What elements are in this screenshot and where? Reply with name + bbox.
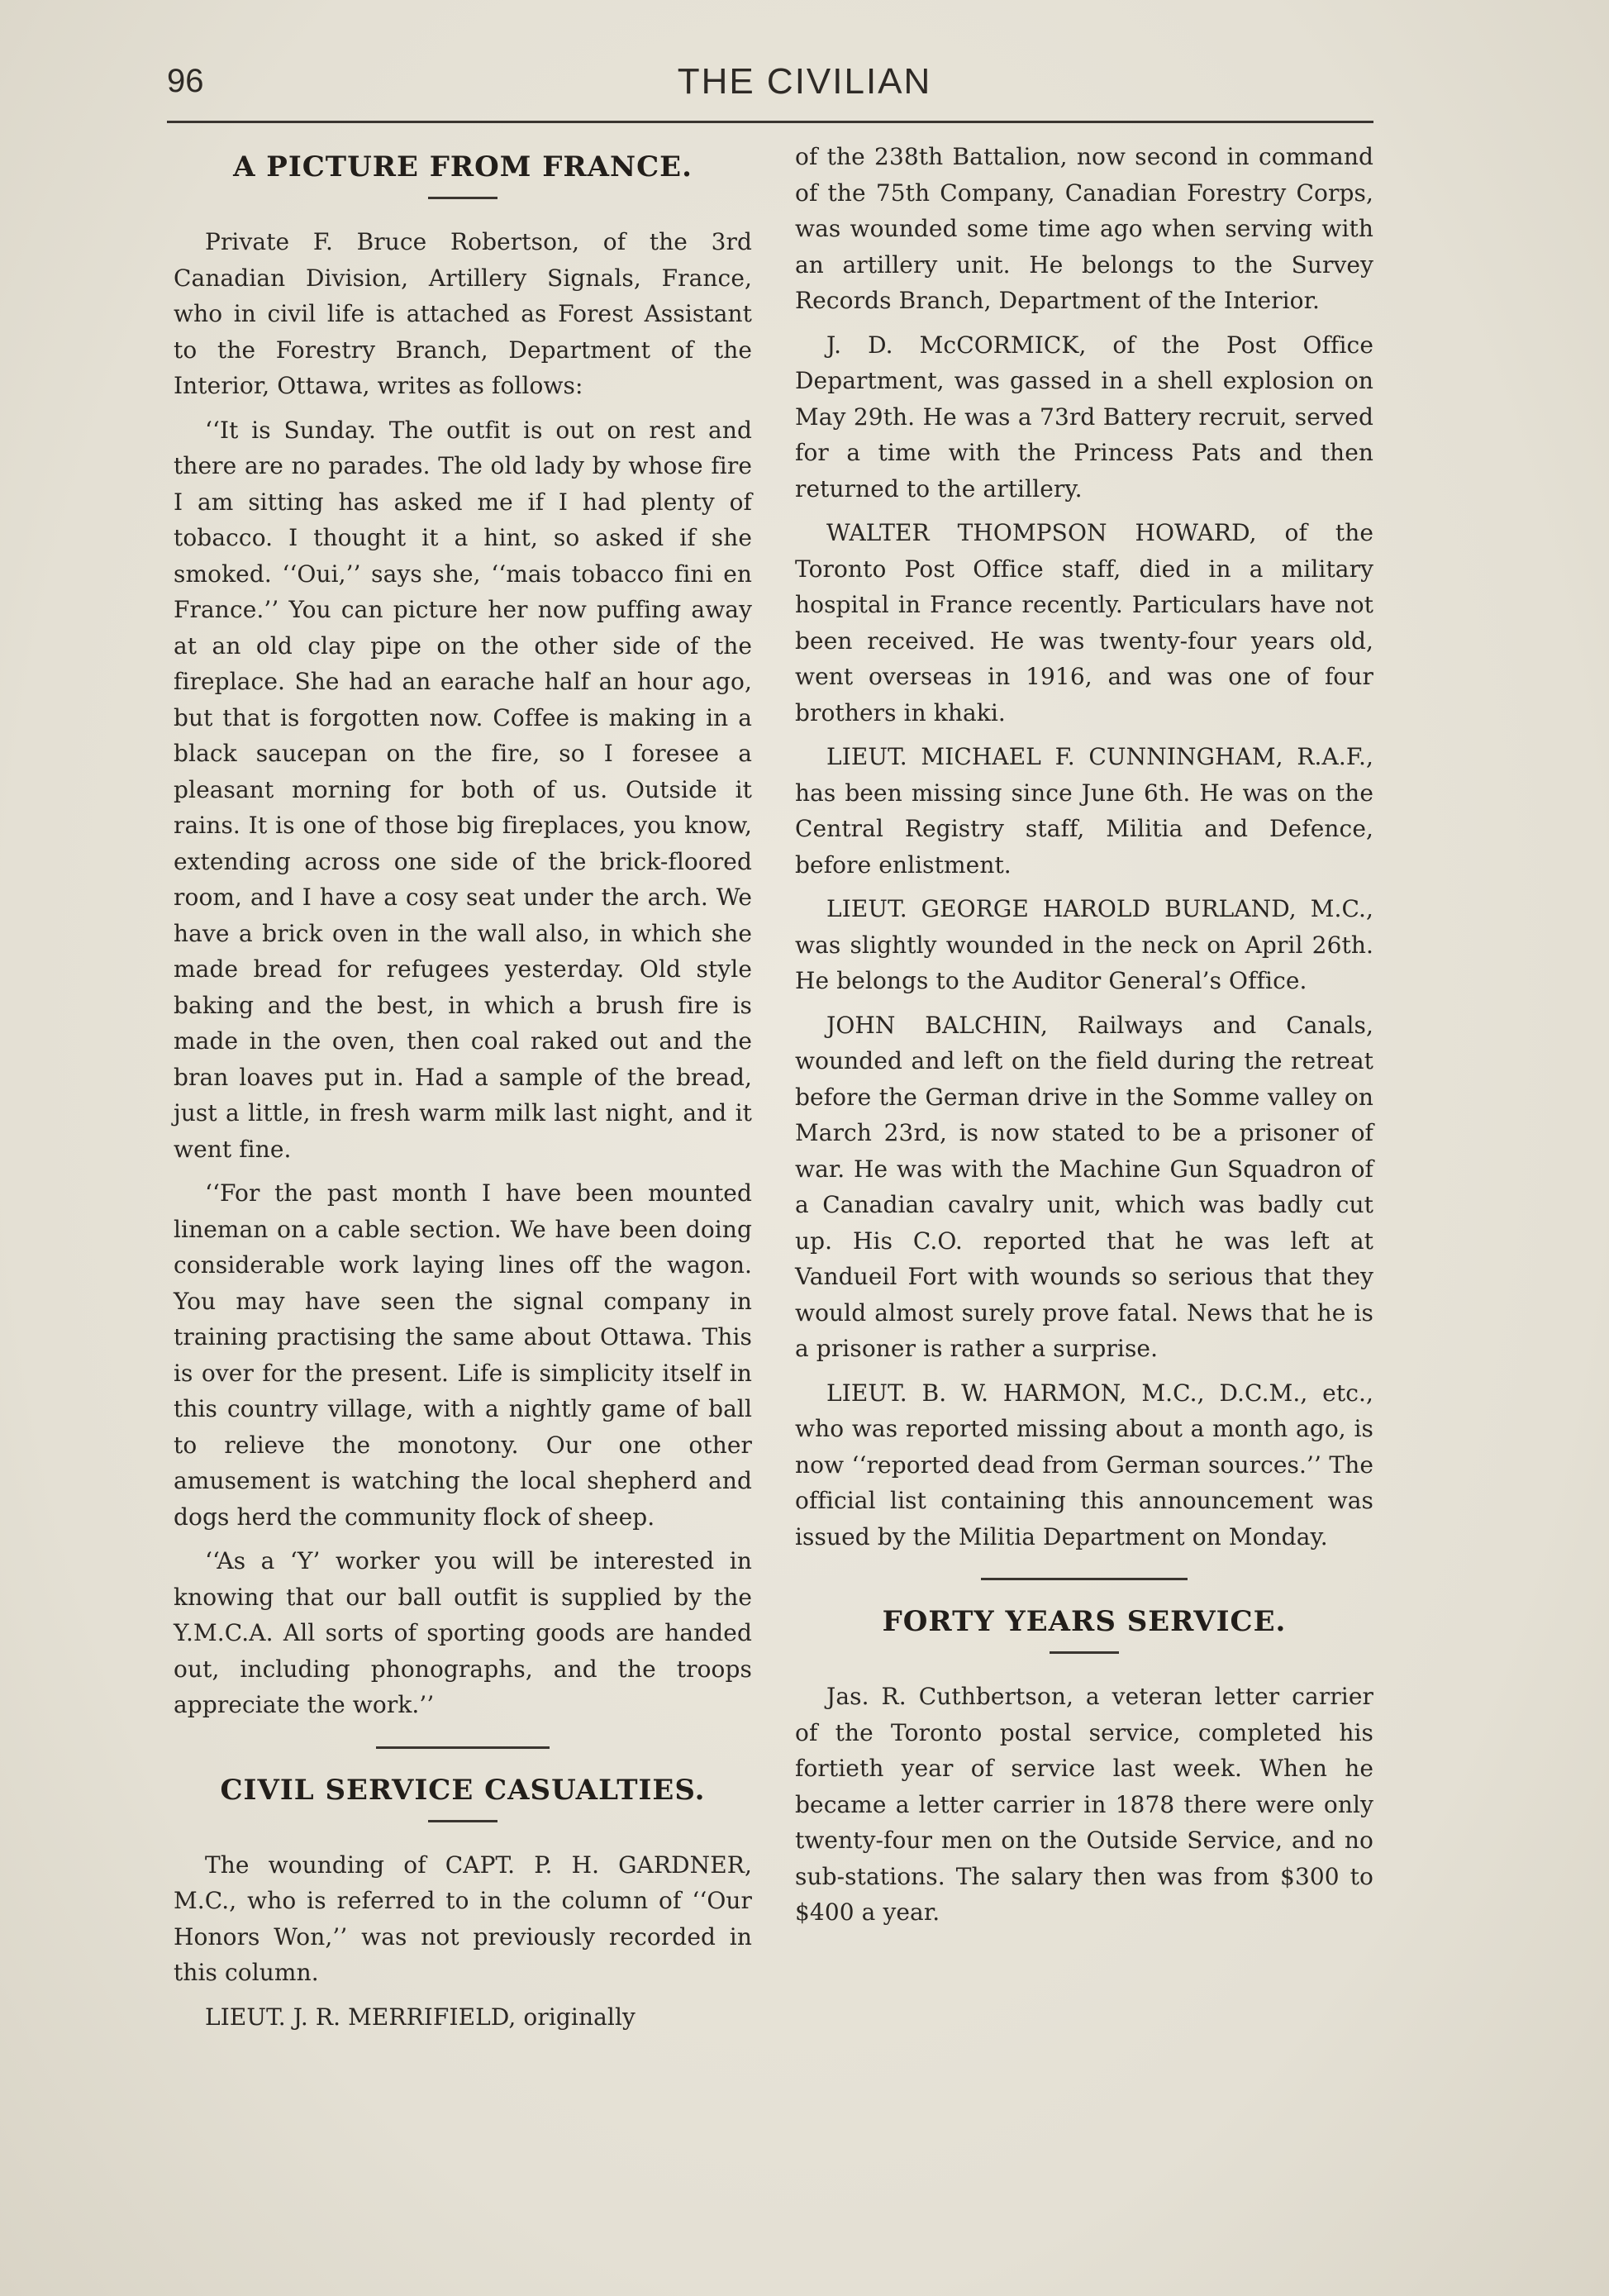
article-paragraph: LIEUT. B. W. HARMON, M.C., D.C.M., etc., who was reported missing about a month ago, is now ‘‘reported dead from German sources.’’ The official list containing this announcement was issued by the Militia Department on Monday. xyxy=(795,1379,1373,1551)
article-paragraph: Private F. Bruce Robertson, of the 3rd Canadian Division, Artillery Signals, France, who in civil life is attached as Forest Assistant to the Forestry Branch, Department of the Interior, Ottawa, writes as follows: xyxy=(174,228,752,399)
article-paragraph: ‘‘It is Sunday. The outfit is out on rest and there are no parades. The old lady by whose fire I am sitting has asked me if I had plenty of tobacco. I thought it a hint, so asked if she smoked. ‘‘Oui,’’ says she, ‘‘mais tobacco fini en France.’’ You can picture her now puffing away at an old clay pipe on the other side of the fireplace. She had an earache half an hour ago, but that is forgotten now. Coffee is making in a black saucepan on the fire, so I foresee a pleasant morning for both of us. Outside it rains. It is one of those big fireplaces, you know, extending across one side of the brick-floored room, and I have a cosy seat under the arch. We have a brick oven in the wall also, in which she made bread for refugees yesterday. Old style baking and the best, in which a brush fire is made in the oven, then coal raked out and the bran loaves put in. Had a sample of the bread, just a little, in fresh warm milk last night, and it went fine. xyxy=(174,416,752,1163)
article-forty-years-service xyxy=(795,1605,1373,1931)
article-paragraph: WALTER THOMPSON HOWARD, of the Toronto Post Office staff, died in a military hospital in France recently. Particulars have not been received. He was twenty-four years old, went overseas in 1916, and was one of four brothers in khaki. xyxy=(795,519,1373,726)
article-paragraph: LIEUT. GEORGE HAROLD BURLAND, M.C., was slightly wounded in the neck on April 26th. He belongs to the Auditor General’s Office. xyxy=(795,895,1373,994)
article-heading: FORTY YEARS SERVICE. xyxy=(882,1605,1287,1638)
article-paragraph: JOHN BALCHIN, Railways and Canals, wounded and left on the field during the retreat before the German drive in the Somme valley on March 23rd, is now stated to be a prisoner of war. He was with the Machine Gun Squadron of a Canadian cavalry unit, which was badly cut up. His C.O. reported that he was left at Vandueil Fort with wounds so serious that they would almost surely prove fatal. News that he is a prisoner is rather a surprise. xyxy=(795,1011,1373,1362)
article-casualties-continued xyxy=(795,139,1373,1555)
article-paragraph: J. D. McCORMICK, of the Post Office Department, was gassed in a shell explosion on May 29th. He was a 73rd Battery recruit, served for a time with the Princess Pats and then returned to the artillery. xyxy=(795,331,1373,503)
article-civil-service-casualties xyxy=(174,1774,752,2036)
page-number: 96 xyxy=(167,63,204,99)
heading-rule xyxy=(428,197,497,199)
header-rule xyxy=(167,121,1373,123)
article-paragraph: of the 238th Battalion, now second in command of the 75th Company, Canadian Forestry Corps, was wounded some time ago when serving with an artillery unit. He belongs to the Survey Records Branch, Department of the Interior. xyxy=(795,143,1373,314)
section-divider xyxy=(981,1578,1188,1580)
page-header xyxy=(0,0,1609,132)
article-heading: CIVIL SERVICE CASUALTIES. xyxy=(220,1773,706,1807)
right-column xyxy=(795,139,1373,1939)
heading-rule xyxy=(1050,1651,1119,1654)
article-paragraph: ‘‘For the past month I have been mounted lineman on a cable section. We have been doing considerable work laying lines off the wagon. You may have seen the signal company in training practising the same about Ottawa. This is over for the present. Life is simplicity itself in this country village, with a nightly game of ball to relieve the monotony. Our one other amusement is watching the local shepherd and dogs herd the community flock of sheep. xyxy=(174,1179,752,1531)
article-paragraph: ‘‘As a ‘Y’ worker you will be interested in knowing that our ball outfit is supplied by the Y.M.C.A. All sorts of sporting goods are handed out, including phonographs, and the troops appreciate the work.’’ xyxy=(174,1547,752,1718)
running-title: THE CIVILIAN xyxy=(677,61,932,102)
article-paragraph: LIEUT. J. R. MERRIFIELD, originally xyxy=(205,2003,636,2031)
article-paragraph: LIEUT. MICHAEL F. CUNNINGHAM, R.A.F., has been missing since June 6th. He was on the Central Registry staff, Militia and Defence, before enlistment. xyxy=(795,743,1373,879)
heading-rule xyxy=(428,1820,497,1822)
article-picture-from-france xyxy=(174,150,752,1723)
article-paragraph: The wounding of CAPT. P. H. GARDNER, M.C., who is referred to in the column of ‘‘Our Honors Won,’’ was not previously recorded in this column. xyxy=(174,1851,752,1986)
article-heading: A PICTURE FROM FRANCE. xyxy=(233,150,693,183)
left-column xyxy=(174,139,752,2043)
section-divider xyxy=(376,1746,550,1749)
article-paragraph: Jas. R. Cuthbertson, a veteran letter carrier of the Toronto postal service, completed his fortieth year of service last week. When he became a letter carrier in 1878 there were only twenty-four men on the Outside Service, and no sub-stations. The salary then was from $300 to $400 a year. xyxy=(795,1683,1373,1926)
